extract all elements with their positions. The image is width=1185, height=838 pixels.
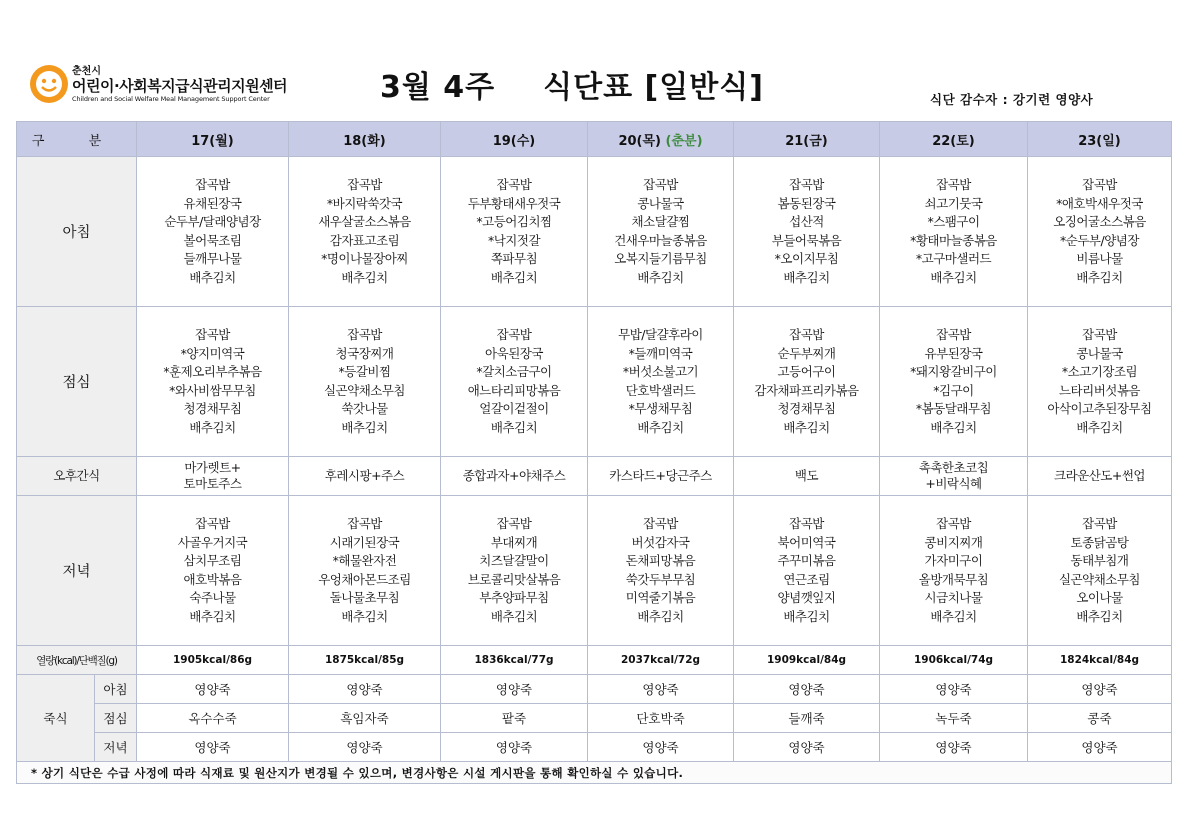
menu-item: 아삭이고추된장무침 <box>1047 401 1152 416</box>
menu-item: 순두부찌개 <box>777 345 836 361</box>
dinner-cell <box>1028 496 1172 646</box>
porridge-cell: 영양죽 <box>289 675 441 704</box>
menu-item: 콩나물국 <box>637 195 684 211</box>
row-label-kcal: 열량(kcal)/단백질(g) <box>17 646 137 675</box>
row-label-snack: 오후간식 <box>17 457 137 496</box>
menu-item: 비름나물 <box>1076 251 1123 266</box>
porridge-cell: 들깨죽 <box>734 704 880 733</box>
porridge-cell: 영양죽 <box>137 675 289 704</box>
menu-item: 건새우마늘종볶음 <box>614 232 707 248</box>
menu-item: 배추김치 <box>637 608 684 624</box>
menu-item: 올방개묵무침 <box>918 571 989 587</box>
menu-item: 배추김치 <box>341 419 388 435</box>
menu-item: 치즈달걀말이 <box>479 553 549 568</box>
menu-item: 배추김치 <box>930 419 977 435</box>
menu-item: 가자미구이 <box>924 553 983 568</box>
porridge-noon-row <box>17 704 1172 733</box>
porridge-cell: 흑임자죽 <box>289 704 441 733</box>
snack-cell <box>588 457 734 496</box>
menu-item: 잡곡밥 <box>496 516 532 531</box>
menu-item: 배추김치 <box>637 419 684 435</box>
breakfast-cell <box>441 157 588 307</box>
menu-item: 콩비지찌개 <box>924 534 983 550</box>
menu-item: 유부된장국 <box>924 345 983 361</box>
day-header: 19(수) <box>441 122 588 157</box>
lunch-cell <box>588 307 734 457</box>
menu-item: 잡곡밥 <box>347 177 382 192</box>
logo-name: 어린이·사회복지급식관리지원센터 <box>72 76 288 95</box>
snack-cell <box>137 457 289 496</box>
menu-item: *훈제오리부추볶음 <box>163 364 262 379</box>
porridge-sub-label: 아침 <box>95 675 137 704</box>
dinner-cell <box>441 496 588 646</box>
menu-item: 배추김치 <box>930 269 977 285</box>
kcal-cell: 2037kcal/72g <box>588 646 734 675</box>
menu-item: 배추김치 <box>189 419 236 435</box>
menu-item: 단호박샐러드 <box>625 382 696 398</box>
menu-item: 부추양파무침 <box>479 590 549 605</box>
row-label-lunch: 점심 <box>17 307 137 457</box>
supervisor-note: 식단 감수자 : 강기련 영양사 <box>930 92 1094 107</box>
snack-cell <box>441 457 588 496</box>
header-row <box>17 122 1172 157</box>
porridge-cell: 콩죽 <box>1028 704 1172 733</box>
porridge-sub-label: 점심 <box>95 704 137 733</box>
menu-item: 채소달걀찜 <box>631 214 690 229</box>
menu-item: 백도 <box>794 468 819 483</box>
menu-item: *돼지왕갈비구이 <box>910 364 997 379</box>
menu-item: 배추김치 <box>930 608 977 624</box>
menu-item: *들깨미역국 <box>628 345 693 361</box>
menu-item: 양념깻잎지 <box>777 590 836 605</box>
menu-item: 배추김치 <box>783 269 830 285</box>
menu-item: 촉촉한초코칩 <box>918 460 989 475</box>
menu-item: 쪽파무침 <box>490 251 538 266</box>
lunch-cell <box>734 307 880 457</box>
menu-item: +비락식혜 <box>925 476 982 491</box>
menu-item: *버섯소불고기 <box>622 364 699 379</box>
menu-item: *오이지무침 <box>774 251 839 266</box>
menu-item: 부들어묵볶음 <box>771 232 842 248</box>
menu-item: 시래기된장국 <box>329 534 400 550</box>
menu-item: 잡곡밥 <box>789 516 824 531</box>
menu-item: *바지락쑥갓국 <box>326 195 403 211</box>
menu-item: 잡곡밥 <box>195 516 230 531</box>
menu-item: 쑥갓나물 <box>341 401 388 416</box>
menu-item: 배추김치 <box>341 269 388 285</box>
menu-item: 잡곡밥 <box>347 516 382 531</box>
menu-item: 배추김치 <box>490 419 538 435</box>
menu-item: *해물완자전 <box>332 553 397 568</box>
lunch-cell <box>289 307 441 457</box>
porridge-cell: 옥수수죽 <box>137 704 289 733</box>
menu-item: *무생채무침 <box>628 401 693 416</box>
menu-item: 연근조림 <box>783 571 830 587</box>
logo-english: Children and Social Welfare Meal Management Support Center <box>72 94 270 103</box>
kcal-cell: 1906kcal/74g <box>880 646 1028 675</box>
menu-item: 배추김치 <box>1076 419 1123 435</box>
dinner-cell <box>588 496 734 646</box>
menu-item: 콩나물국 <box>1076 345 1123 361</box>
menu-item: 배추김치 <box>490 269 538 285</box>
menu-item: *고등어김치찜 <box>476 214 552 229</box>
menu-item: 고등어구이 <box>777 364 836 379</box>
menu-item: 오복지들기름무침 <box>614 251 707 266</box>
menu-item: 배추김치 <box>783 419 830 435</box>
menu-item: *와사비쌈무무침 <box>169 382 256 398</box>
menu-item: 크라운산도+썬업 <box>1054 468 1145 483</box>
breakfast-cell <box>880 157 1028 307</box>
menu-item: *양지미역국 <box>180 345 245 361</box>
snack-row <box>17 457 1172 496</box>
dinner-cell <box>137 496 289 646</box>
porridge-cell: 영양죽 <box>1028 675 1172 704</box>
menu-item: *고구마샐러드 <box>915 251 992 266</box>
lunch-cell <box>441 307 588 457</box>
porridge-cell: 영양죽 <box>441 733 588 762</box>
porridge-cell: 영양죽 <box>588 675 734 704</box>
menu-item: 잡곡밥 <box>347 327 382 342</box>
menu-item: 마가렛트+ <box>184 460 241 475</box>
day-header: 18(화) <box>289 122 441 157</box>
menu-item: 사골우거지국 <box>177 534 248 550</box>
menu-item: 후레시팡+주스 <box>324 468 405 483</box>
day-header: 20(목) (춘분) <box>588 122 734 157</box>
menu-item: 청경채무침 <box>777 401 836 416</box>
day-header: 23(일) <box>1028 122 1172 157</box>
dinner-cell <box>734 496 880 646</box>
dinner-row <box>17 496 1172 646</box>
menu-item: 얼갈이겉절이 <box>479 401 549 416</box>
menu-item: 감자표고조림 <box>329 232 400 248</box>
menu-item: 느타리버섯볶음 <box>1058 382 1141 398</box>
kcal-cell: 1909kcal/84g <box>734 646 880 675</box>
menu-item: 잡곡밥 <box>789 327 824 342</box>
snack-cell <box>734 457 880 496</box>
row-label-dinner: 저녁 <box>17 496 137 646</box>
menu-item: 잡곡밥 <box>195 177 230 192</box>
menu-item: 오이나물 <box>1076 590 1123 605</box>
menu-item: *황태마늘종볶음 <box>910 232 997 248</box>
breakfast-cell <box>137 157 289 307</box>
menu-item: 잡곡밥 <box>195 327 230 342</box>
dinner-cell <box>880 496 1028 646</box>
menu-item: 숙주나물 <box>189 590 236 605</box>
porridge-cell: 영양죽 <box>734 675 880 704</box>
porridge-morning-row <box>17 675 1172 704</box>
day-header: 17(월) <box>137 122 289 157</box>
menu-item: 배추김치 <box>490 608 538 624</box>
menu-item: 배추김치 <box>1076 269 1123 285</box>
menu-item: *명이나물장아찌 <box>321 251 408 266</box>
porridge-cell: 영양죽 <box>137 733 289 762</box>
menu-item: *순두부/양념장 <box>1060 232 1139 248</box>
menu-item: *등갈비찜 <box>338 364 391 379</box>
menu-item: 배추김치 <box>637 269 684 285</box>
menu-item: 순두부/달래양념장 <box>164 214 261 229</box>
porridge-cell: 팥죽 <box>441 704 588 733</box>
menu-item: 잡곡밥 <box>1082 177 1117 192</box>
dinner-cell <box>289 496 441 646</box>
menu-item: 부대찌개 <box>490 534 538 550</box>
menu-item: 배추김치 <box>341 608 388 624</box>
kcal-cell: 1875kcal/85g <box>289 646 441 675</box>
menu-item: 돈채피망볶음 <box>625 553 696 568</box>
porridge-evening-row <box>17 733 1172 762</box>
menu-item: 섭산적 <box>789 214 824 229</box>
lunch-row <box>17 307 1172 457</box>
menu-item: 청경채무침 <box>183 401 242 416</box>
menu-item: 감자채파프리카볶음 <box>754 382 859 398</box>
menu-item: 잡곡밥 <box>643 516 678 531</box>
porridge-cell: 영양죽 <box>588 733 734 762</box>
menu-item: 잡곡밥 <box>1082 516 1117 531</box>
menu-item: 우엉채아몬드조림 <box>318 571 411 587</box>
menu-item: 애느타리피망볶음 <box>467 382 561 398</box>
porridge-cell: 영양죽 <box>1028 733 1172 762</box>
menu-item: 잡곡밥 <box>936 516 971 531</box>
menu-item: 유채된장국 <box>183 195 242 211</box>
menu-item: *스팸구이 <box>927 214 980 229</box>
menu-item: 잡곡밥 <box>789 177 824 192</box>
center-logo <box>30 62 287 106</box>
meal-table <box>16 121 1172 784</box>
menu-item: 배추김치 <box>1076 608 1123 624</box>
menu-item: 두부황태새우젓국 <box>467 195 561 211</box>
menu-item: 청국장찌개 <box>335 345 394 361</box>
menu-item: 볼어묵조림 <box>183 232 242 248</box>
menu-item: 새우살굴소스볶음 <box>318 214 411 229</box>
logo-city: 춘천시 <box>72 65 101 77</box>
day-header: 21(금) <box>734 122 880 157</box>
menu-item: 버섯감자국 <box>631 534 690 550</box>
kcal-cell: 1836kcal/77g <box>441 646 588 675</box>
menu-item: 토종닭곰탕 <box>1070 534 1129 550</box>
menu-item: 토마토주스 <box>183 476 242 491</box>
menu-item: 잡곡밥 <box>643 177 678 192</box>
menu-item: 쇠고기뭇국 <box>924 195 983 211</box>
footnote: * 상기 식단은 수급 사정에 따라 식재료 및 원산지가 변경될 수 있으며, 변경사항은 시설 게시판을 통해 확인하실 수 있습니다. <box>17 762 1172 784</box>
menu-item: 카스타드+당근주스 <box>609 468 712 483</box>
menu-item: 동태부침개 <box>1070 553 1129 568</box>
menu-item: 주꾸미볶음 <box>777 553 836 568</box>
smile-logo-icon <box>30 65 68 103</box>
menu-item: 아욱된장국 <box>485 345 543 361</box>
breakfast-cell <box>588 157 734 307</box>
breakfast-cell <box>734 157 880 307</box>
menu-item: 잡곡밥 <box>1082 327 1117 342</box>
menu-item: 잡곡밥 <box>496 177 532 192</box>
menu-item: 브로콜리맛살볶음 <box>467 571 561 587</box>
menu-item: *소고기장조림 <box>1061 364 1138 379</box>
breakfast-cell <box>289 157 441 307</box>
porridge-cell: 영양죽 <box>441 675 588 704</box>
breakfast-row <box>17 157 1172 307</box>
menu-item: 배추김치 <box>783 608 830 624</box>
menu-item: 무밥/달걀후라이 <box>618 327 703 342</box>
menu-item: 쑥갓두부무침 <box>625 571 696 587</box>
menu-item: 배추김치 <box>189 269 236 285</box>
menu-item: *봄동달래무침 <box>915 401 992 416</box>
snack-cell <box>289 457 441 496</box>
header-category: 구 분 <box>17 122 137 157</box>
menu-item: 돌나물초무침 <box>329 590 400 605</box>
menu-item: 잡곡밥 <box>496 327 532 342</box>
menu-item: *애호박새우젓국 <box>1056 195 1143 211</box>
porridge-cell: 녹두죽 <box>880 704 1028 733</box>
menu-item: 잡곡밥 <box>936 327 971 342</box>
menu-item: *김구이 <box>933 382 974 398</box>
menu-item: 실곤약채소무침 <box>323 382 406 398</box>
menu-item: 잡곡밥 <box>936 177 971 192</box>
menu-item: 삼치무조림 <box>183 553 242 568</box>
menu-item: 시금치나물 <box>924 590 983 605</box>
menu-item: 미역줄기볶음 <box>625 590 696 605</box>
menu-item: 배추김치 <box>189 608 236 624</box>
day-header: 22(토) <box>880 122 1028 157</box>
menu-item: 오징어굴소스볶음 <box>1053 214 1146 229</box>
snack-cell <box>1028 457 1172 496</box>
menu-item: 북어미역국 <box>777 534 836 550</box>
menu-item: 들깨무나물 <box>183 251 242 266</box>
menu-item: 봄동된장국 <box>777 195 836 211</box>
porridge-cell: 영양죽 <box>880 675 1028 704</box>
title-week: 3월 4주 <box>380 70 496 105</box>
menu-item: 애호박볶음 <box>183 571 242 587</box>
lunch-cell <box>1028 307 1172 457</box>
porridge-cell: 단호박죽 <box>588 704 734 733</box>
porridge-cell: 영양죽 <box>880 733 1028 762</box>
holiday-note: (춘분) <box>665 133 703 149</box>
porridge-sub-label: 저녁 <box>95 733 137 762</box>
menu-item: 실곤약채소무침 <box>1058 571 1141 587</box>
menu-item: 종합과자+야채주스 <box>462 468 566 483</box>
row-label-porridge: 죽식 <box>17 675 95 762</box>
lunch-cell <box>880 307 1028 457</box>
breakfast-cell <box>1028 157 1172 307</box>
kcal-cell: 1905kcal/86g <box>137 646 289 675</box>
title-label: 식단표 [일반식] <box>543 70 764 105</box>
row-label-breakfast: 아침 <box>17 157 137 307</box>
porridge-cell: 영양죽 <box>289 733 441 762</box>
page-title <box>380 62 880 106</box>
porridge-cell: 영양죽 <box>734 733 880 762</box>
kcal-row <box>17 646 1172 675</box>
kcal-cell: 1824kcal/84g <box>1028 646 1172 675</box>
lunch-cell <box>137 307 289 457</box>
menu-item: *갈치소금구이 <box>476 364 552 379</box>
menu-item: *낙지젓갈 <box>487 232 541 248</box>
snack-cell <box>880 457 1028 496</box>
